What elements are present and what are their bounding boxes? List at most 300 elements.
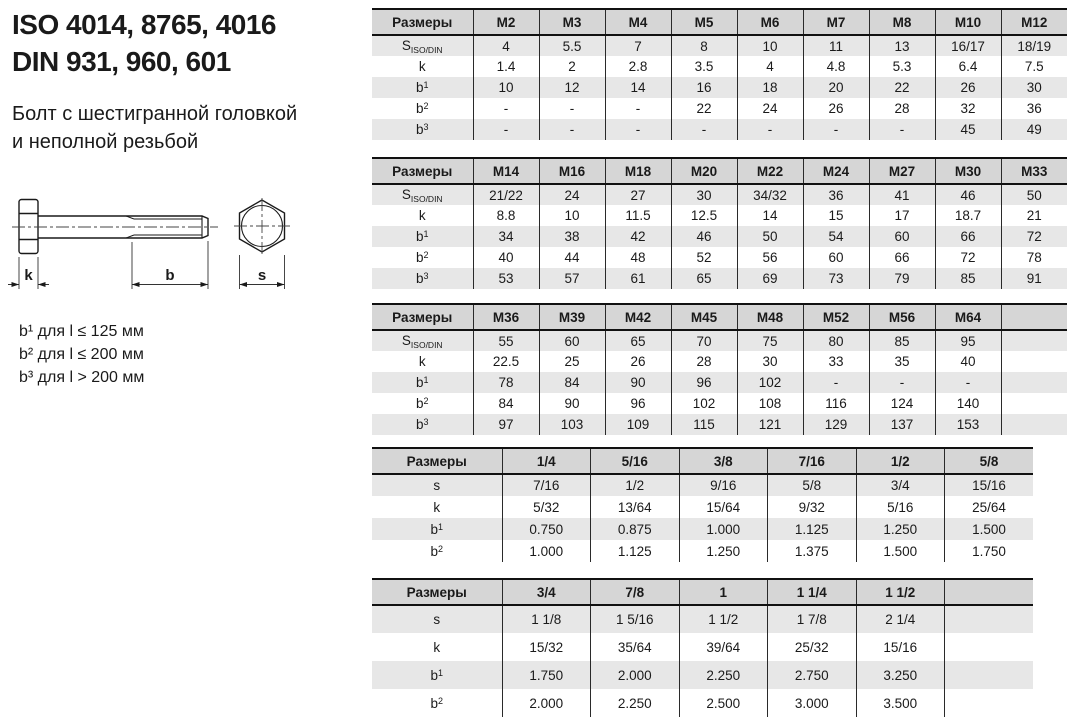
table-row [372, 119, 1067, 140]
row-label: s [433, 612, 441, 627]
table-cell: 38 [539, 226, 605, 247]
row-label: $b^2$ [430, 695, 444, 711]
table-cell: 2.500 [679, 689, 768, 717]
table-cell: 4 [473, 35, 539, 56]
table-cell: 95 [935, 330, 1001, 351]
column-header: 7/8 [591, 579, 680, 605]
table-cell: 27 [605, 184, 671, 205]
table-cell: 16/17 [935, 35, 1001, 56]
row-label: $b^2$ [415, 101, 429, 116]
table-cell: 7 [605, 35, 671, 56]
table-cell: 12 [539, 77, 605, 98]
table-cell: 78 [1001, 247, 1067, 268]
table-cell: 21 [1001, 205, 1067, 226]
table-cell: 24 [737, 98, 803, 119]
column-header: 1 [679, 579, 768, 605]
column-header: M20 [671, 158, 737, 184]
table-cell [1001, 330, 1067, 351]
table-cell: 24 [539, 184, 605, 205]
table-cell: 109 [605, 414, 671, 435]
table-cell: 6.4 [935, 56, 1001, 77]
table-row [372, 247, 1067, 268]
table-cell: 25/64 [945, 496, 1034, 518]
table-row [372, 35, 1067, 56]
table-cell: 116 [803, 393, 869, 414]
table-cell: - [869, 119, 935, 140]
centerlines [12, 198, 290, 254]
table-cell: 4.8 [803, 56, 869, 77]
header-label: Размеры [372, 448, 502, 474]
dim-label-b: b [165, 267, 175, 284]
table-inch-small [372, 447, 1033, 562]
table-cell: 8 [671, 35, 737, 56]
table-cell: 14 [737, 205, 803, 226]
row-label: $S_{ISO/DIN}$ [401, 37, 443, 55]
table-cell [1001, 351, 1067, 372]
table-cell: 44 [539, 247, 605, 268]
table-row [372, 184, 1067, 205]
table-cell: 65 [671, 268, 737, 289]
table-cell: 129 [803, 414, 869, 435]
table-cell: 1.125 [591, 540, 680, 562]
table-cell: 17 [869, 205, 935, 226]
column-header: M8 [869, 9, 935, 35]
table-cell: 18.7 [935, 205, 1001, 226]
column-header: M27 [869, 158, 935, 184]
table-cell: 102 [671, 393, 737, 414]
table-cell: 3.500 [856, 689, 945, 717]
header-row [372, 579, 1033, 605]
table-cell: 26 [935, 77, 1001, 98]
table-cell: 53 [473, 268, 539, 289]
table-cell: 48 [605, 247, 671, 268]
table-cell: 30 [737, 351, 803, 372]
table-cell: 15/16 [945, 474, 1034, 496]
table-cell: 30 [1001, 77, 1067, 98]
table-cell: 33 [803, 351, 869, 372]
table-cell: 3.250 [856, 661, 945, 689]
table-cell: 50 [737, 226, 803, 247]
table-cell: 78 [473, 372, 539, 393]
dimension-lines [8, 241, 285, 289]
table-row [372, 205, 1067, 226]
column-header: M24 [803, 158, 869, 184]
dimension-table [372, 8, 1067, 140]
table-cell: 1.375 [768, 540, 857, 562]
table-cell: 103 [539, 414, 605, 435]
table-cell: 1.125 [768, 518, 857, 540]
column-header: 3/4 [502, 579, 591, 605]
subtitle-line-1: Болт с шестигранной головкой [12, 103, 298, 125]
table-cell: 0.750 [502, 518, 591, 540]
table-cell: 85 [869, 330, 935, 351]
table-cell: 2.250 [591, 689, 680, 717]
table-cell: 10 [473, 77, 539, 98]
table-cell: 1.750 [945, 540, 1034, 562]
table-cell: 75 [737, 330, 803, 351]
table-cell [1001, 393, 1067, 414]
table-row [372, 351, 1067, 372]
table-row [372, 98, 1067, 119]
row-label: $b^3$ [415, 271, 429, 286]
column-header: M45 [671, 304, 737, 330]
table-cell: 137 [869, 414, 935, 435]
table-cell: 69 [737, 268, 803, 289]
dim-label-k: k [24, 267, 33, 284]
table-cell: - [473, 119, 539, 140]
row-label: $b^1$ [415, 375, 429, 390]
table-cell [945, 661, 1034, 689]
table-cell: 11 [803, 35, 869, 56]
table-cell [1001, 414, 1067, 435]
table-cell: 7/16 [502, 474, 591, 496]
table-cell: 90 [605, 372, 671, 393]
table-row [372, 474, 1033, 496]
table-cell: 40 [473, 247, 539, 268]
title-block [12, 6, 297, 156]
table-cell: 79 [869, 268, 935, 289]
table-cell: 121 [737, 414, 803, 435]
table-cell: 21/22 [473, 184, 539, 205]
table-cell: 1.250 [679, 540, 768, 562]
table-cell: 90 [539, 393, 605, 414]
row-label: k [418, 208, 426, 223]
table-row [372, 689, 1033, 717]
table-cell: 15/32 [502, 633, 591, 661]
table-cell: 5/8 [768, 474, 857, 496]
table-cell: 4 [737, 56, 803, 77]
table-cell: 7.5 [1001, 56, 1067, 77]
table-cell: 115 [671, 414, 737, 435]
table-cell: 15 [803, 205, 869, 226]
column-header: 5/16 [591, 448, 680, 474]
row-label: k [418, 59, 426, 74]
table-cell: 25 [539, 351, 605, 372]
dim-label-s: s [257, 267, 267, 284]
table-cell: 1 1/2 [679, 605, 768, 633]
table-row [372, 77, 1067, 98]
column-header [945, 579, 1034, 605]
column-header: M52 [803, 304, 869, 330]
table-cell [945, 633, 1034, 661]
header-label: Размеры [372, 158, 473, 184]
table-cell: 153 [935, 414, 1001, 435]
row-label: $b^2$ [430, 543, 444, 559]
table-row [372, 496, 1033, 518]
table-cell: 5.3 [869, 56, 935, 77]
row-label: $b^1$ [415, 229, 429, 244]
column-header: M48 [737, 304, 803, 330]
table-cell: 60 [539, 330, 605, 351]
table-cell: - [737, 119, 803, 140]
table-cell: 140 [935, 393, 1001, 414]
table-cell: 2.000 [591, 661, 680, 689]
table-row [372, 414, 1067, 435]
row-label: $b^3$ [415, 417, 429, 432]
column-header: M2 [473, 9, 539, 35]
table-cell: 15/64 [679, 496, 768, 518]
header-row [372, 448, 1033, 474]
table-cell: - [803, 372, 869, 393]
table-row [372, 518, 1033, 540]
column-header: M4 [605, 9, 671, 35]
table-cell: 1.250 [856, 518, 945, 540]
table-cell: - [539, 119, 605, 140]
column-header [1001, 304, 1067, 330]
subtitle [12, 100, 297, 156]
table-cell: 102 [737, 372, 803, 393]
table-cell: 3/4 [856, 474, 945, 496]
table-cell: 57 [539, 268, 605, 289]
table-cell: 11.5 [605, 205, 671, 226]
column-header: M56 [869, 304, 935, 330]
table-cell: 49 [1001, 119, 1067, 140]
table-cell: 46 [671, 226, 737, 247]
table-cell: 84 [539, 372, 605, 393]
table-cell: 2.8 [605, 56, 671, 77]
table-row [372, 605, 1033, 633]
table-cell: - [539, 98, 605, 119]
table-cell: 42 [605, 226, 671, 247]
table-row [372, 330, 1067, 351]
table-row [372, 268, 1067, 289]
table-cell [945, 605, 1034, 633]
table-cell: 2 [539, 56, 605, 77]
table-cell: 16 [671, 77, 737, 98]
table-cell: 5/32 [502, 496, 591, 518]
dimension-table [372, 303, 1067, 435]
table-cell: 97 [473, 414, 539, 435]
table-cell: 30 [671, 184, 737, 205]
table-cell: 1.500 [856, 540, 945, 562]
table-cell: 36 [803, 184, 869, 205]
row-label: $b^1$ [415, 80, 429, 95]
table-cell: 9/32 [768, 496, 857, 518]
table-cell: 2.750 [768, 661, 857, 689]
table-cell: 18/19 [1001, 35, 1067, 56]
table-cell: - [605, 98, 671, 119]
table-cell: 1.4 [473, 56, 539, 77]
table-cell [945, 689, 1034, 717]
table-cell: 18 [737, 77, 803, 98]
row-label: $b^1$ [430, 521, 444, 537]
table-cell: 13/64 [591, 496, 680, 518]
table-cell: 1 7/8 [768, 605, 857, 633]
table-cell: 50 [1001, 184, 1067, 205]
table-cell: 1.750 [502, 661, 591, 689]
table-row [372, 372, 1067, 393]
table-cell: 84 [473, 393, 539, 414]
table-cell: 1/2 [591, 474, 680, 496]
row-label: s [433, 478, 441, 493]
table-cell: - [473, 98, 539, 119]
subtitle-line-2: и неполной резьбой [12, 131, 199, 153]
row-label: $b^3$ [415, 122, 429, 137]
row-label: $b^1$ [430, 667, 444, 683]
table-cell: 10 [737, 35, 803, 56]
table-cell: 55 [473, 330, 539, 351]
table-cell: 80 [803, 330, 869, 351]
table-cell: 3.5 [671, 56, 737, 77]
table-cell: 28 [869, 98, 935, 119]
column-header: M16 [539, 158, 605, 184]
header-label: Размеры [372, 9, 473, 35]
column-header: M42 [605, 304, 671, 330]
table-cell: 25/32 [768, 633, 857, 661]
column-header: 1/4 [502, 448, 591, 474]
table-cell: 46 [935, 184, 1001, 205]
table-cell: 2.250 [679, 661, 768, 689]
table-cell: 61 [605, 268, 671, 289]
bolt-technical-drawing [5, 188, 315, 313]
column-header: M39 [539, 304, 605, 330]
table-cell: 1.000 [679, 518, 768, 540]
title-din: DIN 931, 960, 601 [12, 46, 231, 77]
table-cell: 34 [473, 226, 539, 247]
table-cell: - [935, 372, 1001, 393]
row-label: $b^2$ [415, 250, 429, 265]
table-cell: 66 [935, 226, 1001, 247]
table-cell: - [869, 372, 935, 393]
column-header: 1 1/2 [856, 579, 945, 605]
table-cell: 3.000 [768, 689, 857, 717]
dimension-table [372, 447, 1033, 562]
column-header: M64 [935, 304, 1001, 330]
table-cell: 91 [1001, 268, 1067, 289]
table-row [372, 540, 1033, 562]
column-header: 1 1/4 [768, 579, 857, 605]
row-label: k [433, 499, 441, 515]
row-label: k [433, 639, 441, 655]
thread-length-notes [19, 320, 144, 389]
table-cell: 22 [671, 98, 737, 119]
column-header: M12 [1001, 9, 1067, 35]
header-row [372, 304, 1067, 330]
table-cell: 39/64 [679, 633, 768, 661]
column-header: M6 [737, 9, 803, 35]
table-cell: 9/16 [679, 474, 768, 496]
table-cell: - [671, 119, 737, 140]
column-header: M10 [935, 9, 1001, 35]
table-cell: 60 [869, 226, 935, 247]
table-cell: 40 [935, 351, 1001, 372]
table-cell: 10 [539, 205, 605, 226]
table-cell: 2 1/4 [856, 605, 945, 633]
bolt-side-view [19, 200, 208, 254]
table-cell: 1.000 [502, 540, 591, 562]
column-header: 1/2 [856, 448, 945, 474]
table-cell: - [605, 119, 671, 140]
title-iso: ISO 4014, 8765, 4016 [12, 9, 276, 40]
header-label: Размеры [372, 304, 473, 330]
table-metric-m36-m64 [372, 303, 1067, 435]
column-header: 7/16 [768, 448, 857, 474]
table-cell: 66 [869, 247, 935, 268]
table-cell: 2.000 [502, 689, 591, 717]
table-cell: 73 [803, 268, 869, 289]
table-cell: - [803, 119, 869, 140]
column-header: M3 [539, 9, 605, 35]
header-row [372, 9, 1067, 35]
table-cell: 56 [737, 247, 803, 268]
dimension-table [372, 578, 1033, 717]
dimension-table [372, 157, 1067, 289]
note-b2: b² для l ≤ 200 мм [19, 346, 144, 363]
table-metric-m2-m12 [372, 8, 1067, 140]
table-cell: 0.875 [591, 518, 680, 540]
table-cell: 8.8 [473, 205, 539, 226]
row-label: $b^2$ [415, 396, 429, 411]
table-cell: 20 [803, 77, 869, 98]
table-cell: 35/64 [591, 633, 680, 661]
table-cell: 96 [605, 393, 671, 414]
column-header: M14 [473, 158, 539, 184]
table-row [372, 56, 1067, 77]
table-cell: 12.5 [671, 205, 737, 226]
table-cell: 26 [803, 98, 869, 119]
table-metric-m14-m33 [372, 157, 1067, 289]
table-cell: 22.5 [473, 351, 539, 372]
column-header: 3/8 [679, 448, 768, 474]
table-cell: 34/32 [737, 184, 803, 205]
table-cell: 108 [737, 393, 803, 414]
header-label: Размеры [372, 579, 502, 605]
row-label: $S_{ISO/DIN}$ [401, 332, 443, 350]
table-cell: 41 [869, 184, 935, 205]
table-cell [1001, 372, 1067, 393]
table-cell: 35 [869, 351, 935, 372]
table-row [372, 633, 1033, 661]
table-cell: 15/16 [856, 633, 945, 661]
table-cell: 52 [671, 247, 737, 268]
table-cell: 28 [671, 351, 737, 372]
table-cell: 65 [605, 330, 671, 351]
column-header: M33 [1001, 158, 1067, 184]
table-cell: 1 1/8 [502, 605, 591, 633]
column-header: M22 [737, 158, 803, 184]
table-cell: 36 [1001, 98, 1067, 119]
table-cell: 1.500 [945, 518, 1034, 540]
table-cell: 22 [869, 77, 935, 98]
table-cell: 26 [605, 351, 671, 372]
table-cell: 124 [869, 393, 935, 414]
table-cell: 5.5 [539, 35, 605, 56]
row-label: k [418, 354, 426, 369]
table-cell: 5/16 [856, 496, 945, 518]
column-header: M36 [473, 304, 539, 330]
table-cell: 45 [935, 119, 1001, 140]
table-inch-large [372, 578, 1033, 717]
table-cell: 14 [605, 77, 671, 98]
table-row [372, 393, 1067, 414]
table-cell: 13 [869, 35, 935, 56]
column-header: M18 [605, 158, 671, 184]
table-row [372, 661, 1033, 689]
table-cell: 72 [935, 247, 1001, 268]
column-header: M7 [803, 9, 869, 35]
header-row [372, 158, 1067, 184]
table-cell: 85 [935, 268, 1001, 289]
note-b3: b³ для l > 200 мм [19, 369, 145, 386]
note-b1: b¹ для l ≤ 125 мм [19, 323, 144, 340]
table-cell: 1 5/16 [591, 605, 680, 633]
table-cell: 54 [803, 226, 869, 247]
table-cell: 70 [671, 330, 737, 351]
table-row [372, 226, 1067, 247]
table-cell: 60 [803, 247, 869, 268]
table-cell: 32 [935, 98, 1001, 119]
column-header: 5/8 [945, 448, 1034, 474]
